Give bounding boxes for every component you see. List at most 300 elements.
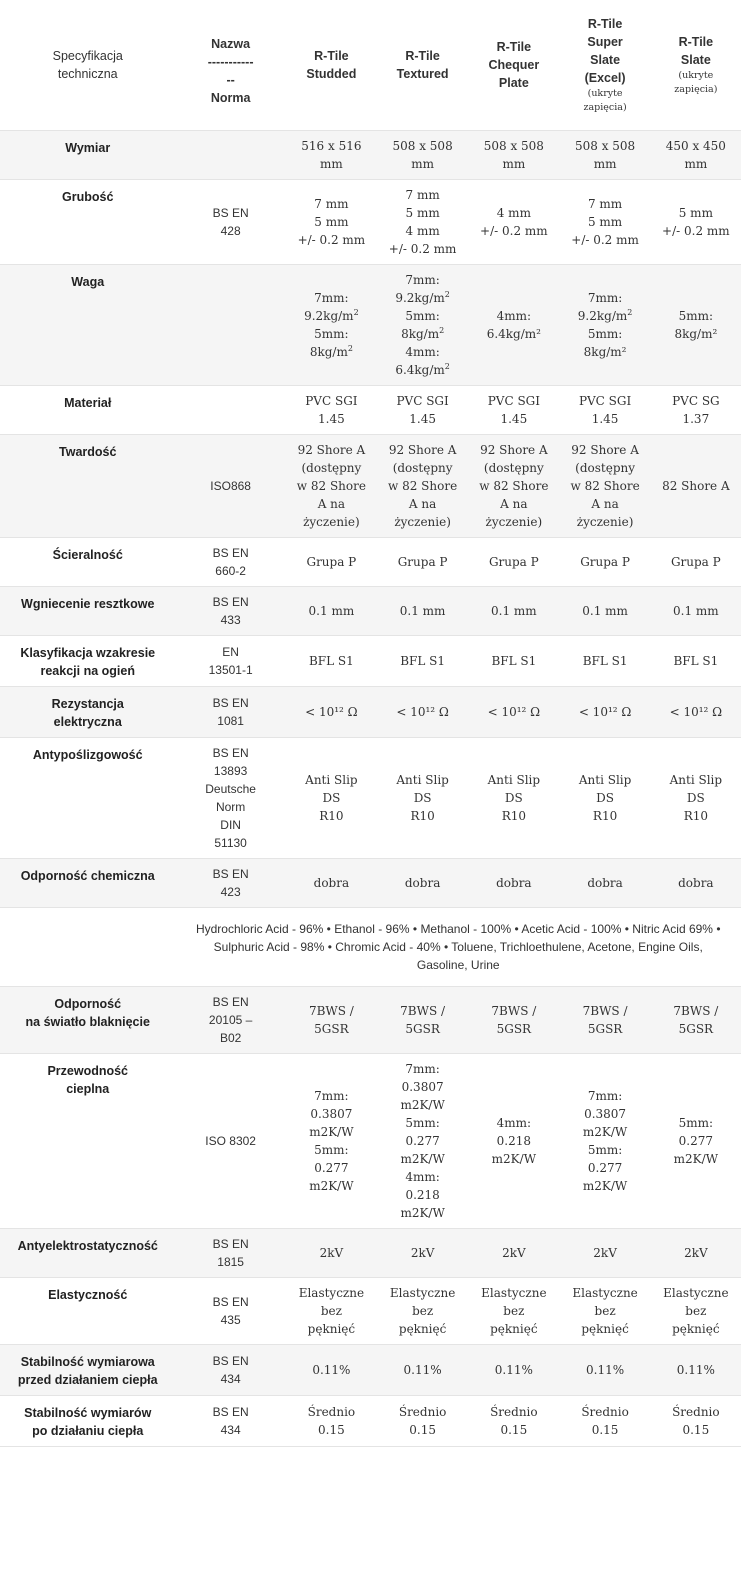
row-norm-line: 435	[220, 1312, 241, 1327]
header-spec-line: Specyfikacja	[52, 48, 123, 63]
value-line: < 10¹² Ω	[578, 704, 632, 719]
value-cell	[651, 179, 741, 264]
value-line: Średnio	[307, 1404, 356, 1419]
value-cell	[651, 1277, 741, 1344]
value-line: +/- 0.2 mm	[480, 223, 548, 238]
value-line: 7 mm	[314, 196, 349, 211]
table-row	[0, 986, 741, 1053]
value-line: R10	[410, 808, 435, 823]
value-line: Średnio	[490, 1404, 538, 1419]
header-product-line: Chequer	[488, 57, 540, 72]
value-line: 5mm:	[314, 326, 349, 341]
row-label	[0, 1053, 175, 1228]
value-cell	[651, 130, 741, 179]
value-cell	[377, 537, 468, 586]
value-line: w 82 Shore	[388, 478, 458, 493]
row-label	[0, 1344, 175, 1395]
header-product	[377, 0, 468, 130]
row-norm-line: Norm	[215, 799, 246, 814]
value-line: Anti Slip	[669, 772, 723, 787]
value-line: (dostępny	[483, 460, 544, 475]
superscript: 2	[353, 307, 359, 317]
value-line: pęknięć	[490, 1321, 538, 1336]
row-norm	[175, 1228, 285, 1277]
value-line: 7 mm	[587, 196, 623, 211]
row-norm	[175, 537, 285, 586]
row-label	[0, 686, 175, 737]
row-norm	[175, 858, 285, 907]
row-norm-line: BS EN	[212, 1353, 249, 1368]
value-line: 1.45	[591, 411, 619, 426]
row-label-line: Przewodność	[47, 1063, 129, 1078]
value-line: 5mm:	[678, 1115, 714, 1130]
value-cell	[559, 858, 650, 907]
value-cell	[286, 179, 377, 264]
row-label	[0, 264, 175, 385]
value-cell	[559, 537, 650, 586]
value-line: m2K/W	[400, 1205, 445, 1220]
value-line: m2K/W	[309, 1178, 354, 1193]
row-label	[0, 737, 175, 858]
value-cell	[286, 385, 377, 434]
value-line: m2K/W	[582, 1124, 628, 1139]
header-product-note: zapięcia)	[674, 83, 718, 95]
value-line: życzenie)	[394, 514, 451, 529]
value-line: 0.15	[409, 1422, 436, 1437]
value-line: 0.15	[591, 1422, 619, 1437]
table-row	[0, 907, 741, 986]
value-cell	[468, 686, 559, 737]
value-line: 7mm:	[405, 1061, 440, 1076]
value-cell	[468, 1277, 559, 1344]
value-line: dobra	[678, 875, 714, 890]
row-norm	[175, 1344, 285, 1395]
value-cell	[377, 1228, 468, 1277]
value-line: 0.3807	[401, 1079, 444, 1094]
value-line: m2K/W	[582, 1178, 628, 1193]
value-line: 5GSR	[678, 1021, 714, 1036]
value-cell	[559, 434, 650, 537]
superscript: 2	[444, 289, 450, 299]
table-row	[0, 130, 741, 179]
header-product-line: (Excel)	[584, 70, 626, 85]
value-cell	[651, 686, 741, 737]
value-line: mm	[320, 156, 343, 171]
row-label-line: Grubość	[62, 189, 114, 204]
superscript: 2	[439, 325, 445, 335]
value-cell	[559, 385, 650, 434]
row-norm-line: BS EN	[212, 1236, 249, 1251]
value-line: 5mm:	[405, 1115, 440, 1130]
chemical-list-cell: Hydrochloric Acid - 96% • Ethanol - 96% • Methanol - 100% • Acetic Acid - 100% • Nitric Acid 69% • Sulphuric Acid - 98% • Chromic Acid - 40% • Toluene, Trichloethulene, Acetone, Engine Oils, Gasoline, Urine	[175, 907, 741, 986]
value-cell	[377, 1344, 468, 1395]
value-line: 0.11%	[312, 1362, 351, 1377]
header-row	[0, 0, 741, 130]
row-norm-line: 434	[220, 1422, 241, 1437]
value-line: 0.11%	[494, 1362, 533, 1377]
row-norm	[175, 1053, 285, 1228]
row-label-line: cieplna	[66, 1081, 110, 1096]
table-row	[0, 1277, 741, 1344]
value-line: 516 x 516	[301, 138, 362, 153]
table-row	[0, 385, 741, 434]
value-line: pęknięć	[398, 1321, 447, 1336]
value-line: A na	[591, 496, 619, 511]
header-product	[286, 0, 377, 130]
value-line: 2kV	[410, 1245, 435, 1260]
value-line: (dostępny	[575, 460, 636, 475]
value-line: dobra	[404, 875, 441, 890]
value-line: 5 mm	[678, 205, 713, 220]
value-line: $8kg/m^2$	[309, 343, 353, 359]
row-label-line: na światło blaknięcie	[25, 1014, 150, 1029]
row-norm-line: 434	[220, 1371, 241, 1386]
value-cell	[559, 130, 650, 179]
value-line: Anti Slip	[487, 772, 541, 787]
row-label-line: Wgniecenie resztkowe	[21, 596, 155, 611]
value-cell	[468, 1344, 559, 1395]
value-line: Elastyczne	[298, 1285, 365, 1300]
value-line: 1.45	[409, 411, 436, 426]
row-label	[0, 179, 175, 264]
row-label-line: Waga	[71, 274, 105, 289]
row-label-line: Elastyczność	[48, 1287, 128, 1302]
value-line: 4mm:	[405, 344, 440, 359]
value-line: w 82 Shore	[296, 478, 366, 493]
value-cell	[651, 858, 741, 907]
value-line: 450 x 450	[665, 138, 726, 153]
header-product-line: Studded	[306, 66, 357, 81]
row-norm-line: BS EN	[212, 1294, 249, 1309]
value-line: 92 Shore A	[388, 442, 457, 457]
row-label	[0, 434, 175, 537]
value-line: 0.277	[405, 1133, 440, 1148]
row-norm-line: 428	[220, 223, 241, 238]
value-cell	[468, 1053, 559, 1228]
value-cell	[286, 130, 377, 179]
value-cell	[468, 434, 559, 537]
value-line: 4 mm	[405, 223, 440, 238]
row-norm-line: 51130	[214, 835, 247, 850]
value-line: $9.2kg/m^2$	[395, 289, 450, 305]
value-line: dobra	[313, 875, 350, 890]
value-line: +/- 0.2 mm	[662, 223, 730, 238]
value-line: < 10¹² Ω	[487, 704, 541, 719]
row-label	[0, 537, 175, 586]
value-cell	[377, 434, 468, 537]
value-cell	[286, 1277, 377, 1344]
value-cell	[468, 586, 559, 635]
value-cell	[559, 264, 650, 385]
value-line: DS	[686, 790, 705, 805]
value-line: 82 Shore A	[662, 478, 730, 493]
row-norm	[175, 635, 285, 686]
value-cell	[559, 586, 650, 635]
row-label-line: Ścieralność	[52, 547, 123, 562]
value-cell	[468, 737, 559, 858]
value-line: 0.3807	[584, 1106, 627, 1121]
superscript: 2	[347, 343, 353, 353]
value-cell	[377, 385, 468, 434]
header-name	[175, 0, 285, 130]
value-cell	[377, 737, 468, 858]
value-line: Anti Slip	[578, 772, 632, 787]
row-label	[0, 385, 175, 434]
value-cell	[651, 537, 741, 586]
row-label-line: elektryczna	[53, 714, 122, 729]
value-line: Grupa P	[306, 554, 357, 569]
header-product-line: R-Tile	[587, 16, 623, 31]
table-row	[0, 586, 741, 635]
value-line: w 82 Shore	[479, 478, 549, 493]
row-norm	[175, 1277, 285, 1344]
value-line: w 82 Shore	[570, 478, 640, 493]
value-line: $6.4kg/m^2$	[395, 361, 450, 377]
header-product-line: Slate	[590, 52, 621, 67]
value-line: PVC SGI	[578, 393, 632, 408]
value-cell	[651, 1053, 741, 1228]
row-norm	[175, 737, 285, 858]
value-line: mm	[411, 156, 434, 171]
value-cell	[286, 858, 377, 907]
value-line: Elastyczne	[389, 1285, 456, 1300]
header-product-line: R-Tile	[496, 39, 532, 54]
row-label-line: Stabilność wymiarowa	[20, 1354, 155, 1369]
value-line: Średnio	[581, 1404, 629, 1419]
row-label-line: Twardość	[59, 444, 117, 459]
row-norm-line: DIN	[220, 817, 241, 832]
value-line: 8kg/m²	[583, 344, 627, 359]
value-cell	[286, 1228, 377, 1277]
value-cell	[651, 1395, 741, 1446]
value-cell	[377, 986, 468, 1053]
value-line: bez	[594, 1303, 616, 1318]
value-line: 2kV	[684, 1245, 708, 1260]
value-line: 0.1 mm	[399, 603, 446, 618]
value-line: Anti Slip	[305, 772, 358, 787]
value-line: R10	[592, 808, 618, 823]
value-line: 0.277	[587, 1160, 623, 1175]
row-label-line: Materiał	[64, 395, 112, 410]
value-line: 92 Shore A	[571, 442, 639, 457]
value-line: pęknięć	[581, 1321, 629, 1336]
row-label-line: po działaniu ciepła	[32, 1423, 144, 1438]
value-cell	[468, 264, 559, 385]
value-line: 508 x 508	[483, 138, 544, 153]
row-norm-line: ISO 8302	[205, 1133, 256, 1148]
value-line: 1.45	[500, 411, 528, 426]
value-line: $9.2kg/m^2$	[304, 307, 359, 323]
value-cell	[559, 635, 650, 686]
value-line: (dostępny	[301, 460, 362, 475]
value-line: 7mm:	[587, 1088, 623, 1103]
value-line: dobra	[496, 875, 532, 890]
value-line: 4mm:	[496, 1115, 532, 1130]
row-norm	[175, 986, 285, 1053]
value-line: A na	[500, 496, 528, 511]
row-norm-line: 1815	[217, 1254, 244, 1269]
row-label	[0, 1277, 175, 1344]
row-norm-line: BS EN	[212, 866, 249, 881]
row-norm-line: BS EN	[212, 1404, 249, 1419]
row-norm-line: EN	[222, 644, 239, 659]
row-norm	[175, 1395, 285, 1446]
row-label-line: Odporność chemiczna	[20, 868, 155, 883]
header-product-note: zapięcia)	[583, 101, 627, 113]
value-cell	[559, 737, 650, 858]
value-line: +/- 0.2 mm	[388, 241, 457, 256]
row-norm-line: BS EN	[212, 745, 249, 760]
value-line: BFL S1	[400, 653, 446, 668]
value-line: 2kV	[319, 1245, 344, 1260]
value-line: m2K/W	[400, 1151, 445, 1166]
value-line: pęknięć	[307, 1321, 356, 1336]
header-name-line: Norma	[210, 90, 251, 105]
row-label	[0, 858, 175, 907]
header-spec-line: techniczna	[57, 66, 118, 81]
value-line: 0.277	[314, 1160, 349, 1175]
value-cell	[286, 986, 377, 1053]
value-cell	[377, 1053, 468, 1228]
header-product-line: Super	[587, 34, 623, 49]
value-line: 508 x 508	[574, 138, 636, 153]
value-cell	[286, 686, 377, 737]
value-cell	[377, 179, 468, 264]
row-label	[0, 1228, 175, 1277]
value-cell	[651, 264, 741, 385]
value-cell	[559, 1053, 650, 1228]
table-row	[0, 1344, 741, 1395]
value-line: bez	[412, 1303, 434, 1318]
value-line: 0.11%	[676, 1362, 715, 1377]
value-line: A na	[408, 496, 437, 511]
chem-spacer-cell	[0, 907, 175, 986]
value-line: 0.11%	[403, 1362, 442, 1377]
table-row	[0, 686, 741, 737]
value-line: Grupa P	[580, 554, 630, 569]
row-norm	[175, 686, 285, 737]
value-line: 8kg/m²	[674, 326, 718, 341]
value-line: 0.15	[500, 1422, 528, 1437]
value-line: DS	[596, 790, 614, 805]
row-norm-line: B02	[219, 1030, 242, 1045]
value-cell	[559, 1395, 650, 1446]
row-label	[0, 635, 175, 686]
row-label	[0, 586, 175, 635]
value-line: 7BWS /	[308, 1003, 354, 1018]
value-line: BFL S1	[308, 653, 354, 668]
row-label-line: Antypoślizgowość	[32, 747, 143, 762]
value-line: A na	[317, 496, 346, 511]
value-cell	[651, 586, 741, 635]
header-name-line: --	[226, 72, 235, 87]
value-cell	[286, 635, 377, 686]
value-line: DS	[504, 790, 523, 805]
value-cell	[559, 1344, 650, 1395]
value-line: 0.1 mm	[673, 603, 719, 618]
header-product-line: R-Tile	[314, 48, 349, 63]
value-cell	[377, 1277, 468, 1344]
value-line: mm	[502, 156, 526, 171]
value-line: Elastyczne	[663, 1285, 729, 1300]
value-line: 4 mm	[496, 205, 531, 220]
row-norm-line: BS EN	[212, 545, 249, 560]
header-product-note: (ukryte	[678, 69, 714, 81]
value-line: 0.1 mm	[491, 603, 537, 618]
table-row	[0, 737, 741, 858]
value-line: 5GSR	[405, 1021, 440, 1036]
value-line: DS	[322, 790, 341, 805]
value-line: Średnio	[672, 1404, 720, 1419]
value-line: Elastyczne	[481, 1285, 547, 1300]
table-row	[0, 1228, 741, 1277]
header-spec	[0, 0, 175, 130]
value-line: R10	[683, 808, 708, 823]
row-label-line: Antyelektrostatyczność	[17, 1238, 158, 1253]
value-cell	[468, 1395, 559, 1446]
value-line: +/- 0.2 mm	[571, 232, 639, 247]
value-line: BFL S1	[673, 653, 719, 668]
value-line: bez	[503, 1303, 525, 1318]
value-line: 5GSR	[587, 1021, 623, 1036]
value-cell	[286, 1053, 377, 1228]
value-cell	[286, 586, 377, 635]
value-line: m2K/W	[491, 1151, 537, 1166]
header-product-line: Slate	[680, 52, 711, 67]
value-cell	[468, 1228, 559, 1277]
value-line: PVC SGI	[305, 393, 358, 408]
value-line: m2K/W	[400, 1097, 445, 1112]
value-line: 4mm:	[405, 1169, 440, 1184]
value-line: pęknięć	[672, 1321, 720, 1336]
superscript: 2	[627, 307, 633, 317]
value-line: Średnio	[398, 1404, 447, 1419]
value-line: 5mm:	[587, 326, 623, 341]
row-norm-line: 433	[220, 612, 241, 627]
table-row	[0, 858, 741, 907]
value-line: 7BWS /	[491, 1003, 537, 1018]
value-cell	[651, 1344, 741, 1395]
row-label	[0, 986, 175, 1053]
row-norm-line: BS EN	[212, 205, 249, 220]
value-line: 0.15	[682, 1422, 710, 1437]
value-line: mm	[684, 156, 708, 171]
value-line: 0.277	[678, 1133, 714, 1148]
value-cell	[377, 264, 468, 385]
row-label-line: przed działaniem ciepła	[17, 1372, 158, 1387]
superscript: 2	[444, 361, 450, 371]
value-line: 7mm:	[587, 290, 623, 305]
value-line: życzenie)	[576, 514, 634, 529]
value-cell	[559, 179, 650, 264]
row-norm-line: BS EN	[212, 695, 249, 710]
value-line: < 10¹² Ω	[396, 704, 449, 719]
value-cell	[286, 1395, 377, 1446]
value-line: Grupa P	[670, 554, 721, 569]
value-line: 5 mm	[587, 214, 623, 229]
value-cell	[286, 434, 377, 537]
value-line: 5GSR	[496, 1021, 532, 1036]
row-label	[0, 1395, 175, 1446]
value-line: 0.15	[318, 1422, 345, 1437]
value-line: m2K/W	[309, 1124, 354, 1139]
header-name-line: Nazwa	[211, 36, 251, 51]
row-norm	[175, 586, 285, 635]
value-cell	[559, 1228, 650, 1277]
value-cell	[286, 737, 377, 858]
value-cell	[559, 686, 650, 737]
table-row	[0, 635, 741, 686]
